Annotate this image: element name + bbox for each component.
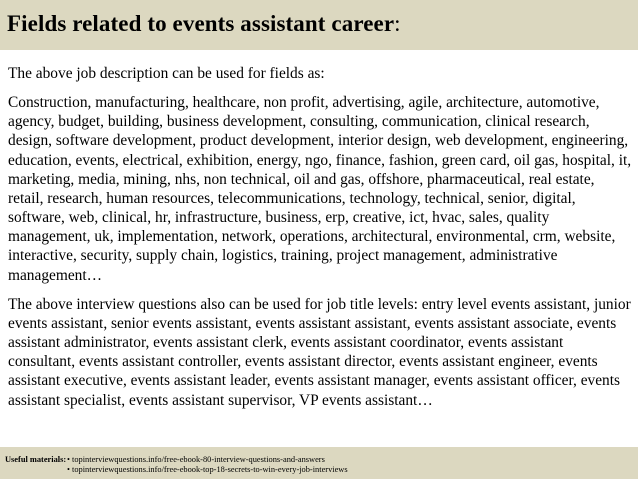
page-title-text: Fields related to events assistant career: [7, 11, 395, 36]
page-title-colon: :: [394, 11, 401, 36]
footer-link-80-questions[interactable]: • topinterviewquestions.info/free-ebook-80-interview-questions-and-answers: [67, 455, 325, 464]
fields-list-paragraph: Construction, manufacturing, healthcare, non profit, advertising, agile, architecture, automotive, agency, budget, building, business development, consulting, communication, clinical research, design, software development, product development, interior design, web development, engineering, education, events, electrical, exhibition, energy, ngo, finance, fashion, green card, oil gas, hospital, it, marketing, media, mining, nhs, non technical, oil and gas, offshore, pharmaceutical, real estate, retail, research, human resources, telecommunications, technology, technical, senior, digital, software, web, clinical, hr, infrastructure, business, erp, creative, ict, hvac, sales, quality management, uk, implementation, network, operations, architectural, environmental, crm, website, interactive, security, supply chain, logistics, training, project management, administrative management…: [8, 94, 632, 284]
page-title: [7, 9, 401, 39]
footer-link-18-secrets[interactable]: • topinterviewquestions.info/free-ebook-top-18-secrets-to-win-every-job-interviews: [67, 464, 348, 474]
intro-text: The above job description can be used for fields as:: [8, 65, 325, 82]
main-content: [8, 64, 632, 410]
footer-label: Useful materials:: [5, 455, 67, 464]
footer-links: [67, 455, 348, 474]
job-levels-paragraph: The above interview questions also can be used for job title levels: entry level events assistant, junior events assistant, senior events assistant, events assistant assistant, events assistant associate, events assistant administrator, events assistant clerk, events assistant coordinator, events assistant consultant, events assistant controller, events assistant director, events assistant engineer, events assistant executive, events assistant leader, events assistant manager, events assistant officer, events assistant specialist, events assistant supervisor, VP events assistant…: [8, 295, 631, 409]
